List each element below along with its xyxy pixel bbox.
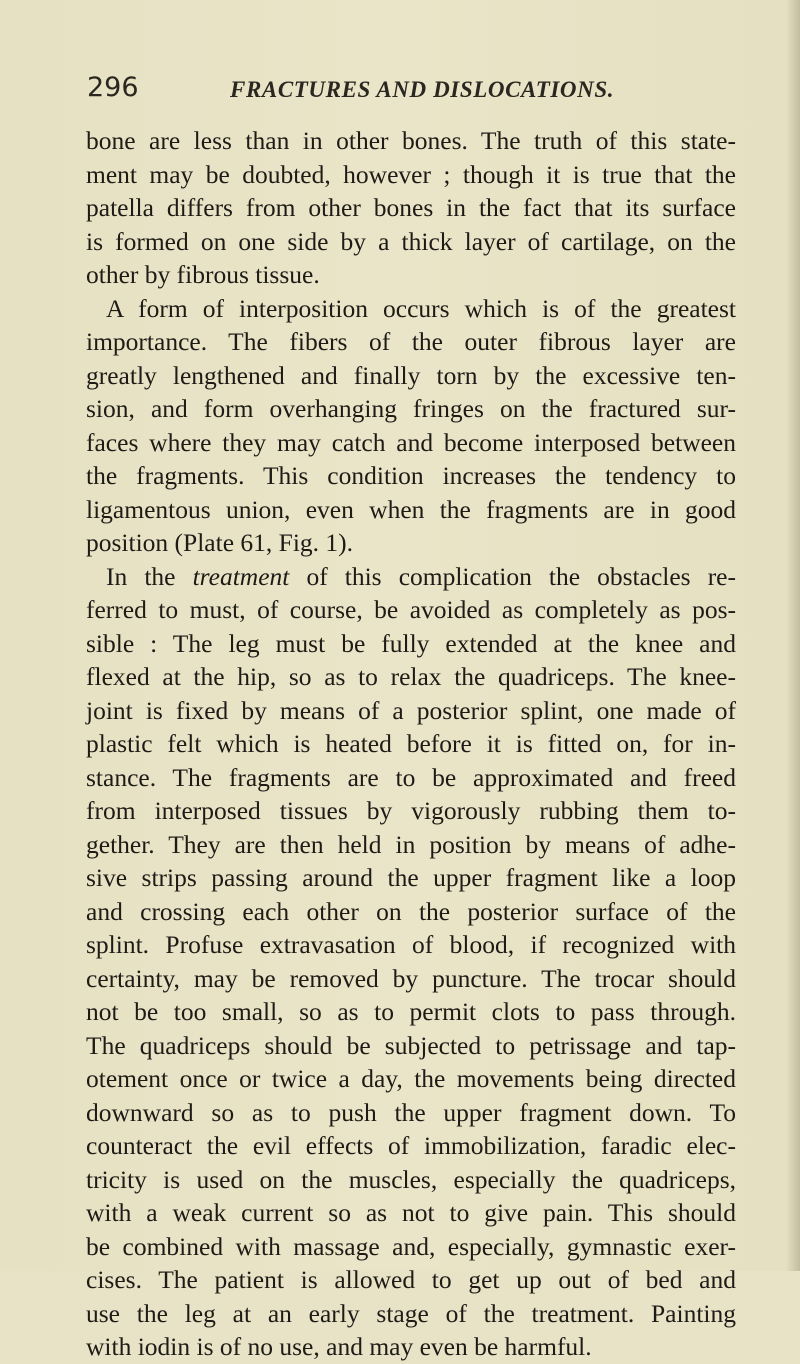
text-run: In the bbox=[106, 561, 193, 591]
text-line: importance. The fibers of the outer fibrous layer are bbox=[86, 327, 736, 356]
text-line: the fragments. This condition increases the tendency to bbox=[86, 461, 736, 490]
text-line: ligamentous union, even when the fragments are in good bbox=[86, 494, 736, 524]
text-line: bone are less than in other bones. The truth of this state- bbox=[86, 126, 736, 155]
text-line: sive strips passing around the upper fragment like a loop bbox=[86, 863, 736, 892]
text-line: certainty, may be removed by puncture. The trocar should bbox=[86, 963, 736, 993]
text-line: with a weak current so as not to give pain. This should bbox=[86, 1198, 736, 1227]
emphasis-treatment: treatment bbox=[192, 561, 290, 591]
text-line: from interposed tissues by vigorously rubbing them to- bbox=[86, 796, 736, 825]
text-line: stance. The fragments are to be approximated and freed bbox=[86, 762, 736, 792]
text-line: tricity is used on the muscles, especially the quadriceps, bbox=[86, 1164, 736, 1194]
text-line: splint. Profuse extravasation of blood, if recognized with bbox=[86, 930, 736, 959]
text-line: flexed at the hip, so as to relax the quadriceps. The knee- bbox=[86, 662, 736, 691]
text-line: greatly lengthened and finally torn by the excessive ten- bbox=[86, 360, 736, 390]
text-line: ferred to must, of course, be avoided as completely as pos- bbox=[86, 595, 736, 624]
text-line: be combined with massage and, especially, gymnastic exer- bbox=[86, 1231, 736, 1261]
text-line: gether. They are then held in position by means of adhe- bbox=[86, 829, 736, 859]
text-run: of this complication the obstacles re- bbox=[289, 561, 736, 591]
text-line: not be too small, so as to permit clots to pass through. bbox=[86, 997, 736, 1026]
text-line: The quadriceps should be subjected to petrissage and tap- bbox=[86, 1030, 736, 1060]
text-line: plastic felt which is heated before it is fitted on, for in- bbox=[86, 729, 736, 758]
text-line: counteract the evil effects of immobilization, faradic elec- bbox=[86, 1131, 736, 1160]
text-line: sible : The leg must be fully extended at the knee and bbox=[86, 628, 736, 658]
text-line: patella differs from other bones in the fact that its surface bbox=[86, 193, 736, 222]
text-line: is formed on one side by a thick layer of cartilage, on the bbox=[86, 226, 736, 256]
text-line: and crossing each other on the posterior surface of the bbox=[86, 896, 736, 926]
text-line: with iodin is of no use, and may even be harmful. bbox=[86, 1332, 592, 1361]
text-line: faces where they may catch and become interposed between bbox=[86, 427, 736, 457]
text-line: sion, and form overhanging fringes on the fractured sur- bbox=[86, 394, 736, 423]
text-line: cises. The patient is allowed to get up out of bed and bbox=[86, 1265, 736, 1294]
text-line bbox=[86, 560, 736, 594]
text-line: joint is fixed by means of a posterior splint, one made of bbox=[86, 695, 736, 725]
running-head: FRACTURES AND DISLOCATIONS. bbox=[230, 77, 615, 102]
text-line: downward so as to push the upper fragment down. To bbox=[86, 1097, 736, 1127]
text-line: ment may be doubted, however ; though it is true that the bbox=[86, 159, 736, 189]
text-line: position (Plate 61, Fig. 1). bbox=[86, 528, 354, 557]
text-line: other by fibrous tissue. bbox=[86, 260, 320, 289]
text-line: otement once or twice a day, the movements being directed bbox=[86, 1064, 736, 1093]
page-header bbox=[87, 72, 727, 108]
page-number: 296 bbox=[87, 72, 139, 103]
body-text bbox=[86, 124, 736, 1364]
text-line: A form of interposition occurs which is of the greatest bbox=[106, 293, 736, 323]
page-edge-shadow bbox=[786, 0, 800, 1271]
text-line: use the leg at an early stage of the treatment. Painting bbox=[86, 1298, 736, 1328]
